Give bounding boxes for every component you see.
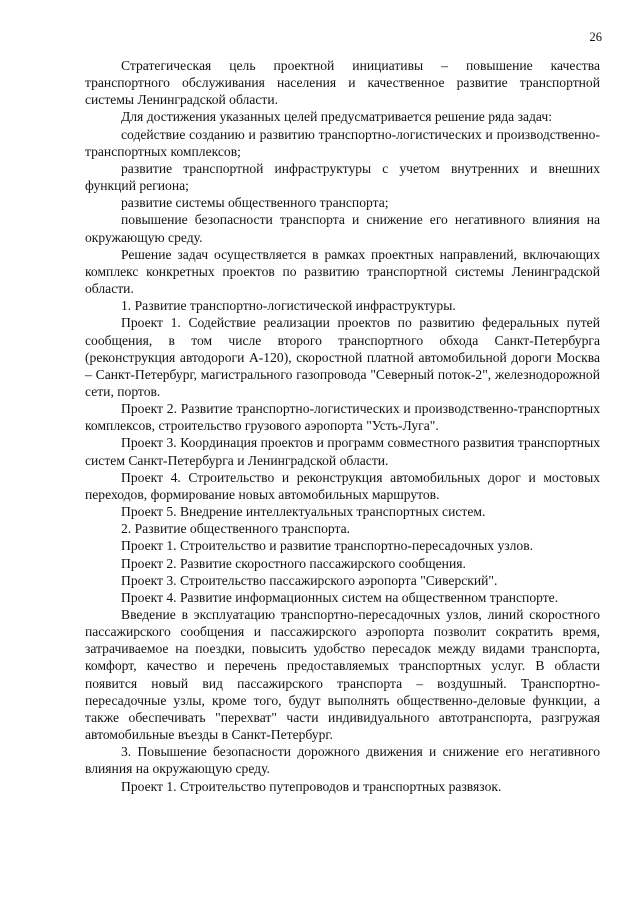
paragraph-tasks-intro: Для достижения указанных целей предусматривается решение ряда задач: — [121, 109, 553, 125]
section-heading-3: 3. Повышение безопасности дорожного движения и снижение его негативного влияния на окружающую среду. — [85, 744, 600, 777]
paragraph-strategic-goal: Стратегическая цель проектной инициативы – повышение качества транспортного обслуживания населения и качественное развитие транспортной системы Ленинградской области. — [85, 58, 600, 108]
paragraph-commissioning: Введение в эксплуатацию транспортно-пересадочных узлов, линий скоростного пассажирского сообщения и пассажирского аэропорта позволит сократить время, затрачиваемое на поездки, повысить удобство пересадок между видами транспорта, комфорт, качество и перечень предоставляемых транспортных услуг. В области появится новый вид пассажирского транспорта – воздушный. Транспортно-пересадочные узлы, кроме того, будут выполнять общественно-деловые функции, а также обеспечивать "перехват" части индивидуального автотранспорта, разгружая автомобильные въезды в Санкт-Петербург. — [85, 607, 600, 743]
paragraph-task-1: содействие созданию и развитию транспортно-логистических и производственно-транспортных комплексов; — [85, 126, 600, 159]
project-2-2: Проект 2. Развитие скоростного пассажирского сообщения. — [121, 555, 466, 571]
project-2-3: Проект 3. Строительство пассажирского аэропорта "Сиверский". — [121, 572, 498, 588]
project-3-1: Проект 1. Строительство путепроводов и транспортных развязок. — [121, 778, 502, 794]
project-1-2: Проект 2. Развитие транспортно-логистических и производственно-транспортных комплексов, строительство грузового аэропорта "Усть-Луга". — [85, 401, 600, 434]
section-heading-2: 2. Развитие общественного транспорта. — [121, 521, 351, 537]
paragraph-task-3: развитие системы общественного транспорта; — [121, 195, 389, 211]
project-2-1: Проект 1. Строительство и развитие транспортно-пересадочных узлов. — [121, 538, 534, 554]
project-2-4: Проект 4. Развитие информационных систем на общественном транспорте. — [121, 589, 559, 605]
section-heading-1: 1. Развитие транспортно-логистической инфраструктуры. — [121, 298, 456, 314]
paragraph-task-4: повышение безопасности транспорта и снижение его негативного влияния на окружающую среду. — [85, 212, 600, 245]
page-number: 26 — [589, 30, 602, 44]
project-1-1: Проект 1. Содействие реализации проектов по развитию федеральных путей сообщения, в том числе второго транспортного обхода Санкт-Петербурга (реконструкция автодороги А-120), скоростной платной автомобильной дороги Москва – Санкт-Петербург, магистрального газопровода "Северный поток-2", железнодорожной сети, портов. — [85, 315, 600, 399]
project-1-3: Проект 3. Координация проектов и программ совместного развития транспортных систем Санкт-Петербурга и Ленинградской области. — [85, 435, 600, 468]
paragraph-directions-intro: Решение задач осуществляется в рамках проектных направлений, включающих комплекс конкретных проектов по развитию транспортной системы Ленинградской области. — [85, 246, 600, 297]
project-1-4: Проект 4. Строительство и реконструкция автомобильных дорог и мостовых переходов, формирование новых автомобильных маршрутов. — [85, 469, 600, 502]
document-body — [85, 57, 600, 795]
project-1-5: Проект 5. Внедрение интеллектуальных транспортных систем. — [121, 504, 486, 520]
paragraph-task-2: развитие транспортной инфраструктуры с учетом внутренних и внешних функций региона; — [85, 160, 600, 194]
